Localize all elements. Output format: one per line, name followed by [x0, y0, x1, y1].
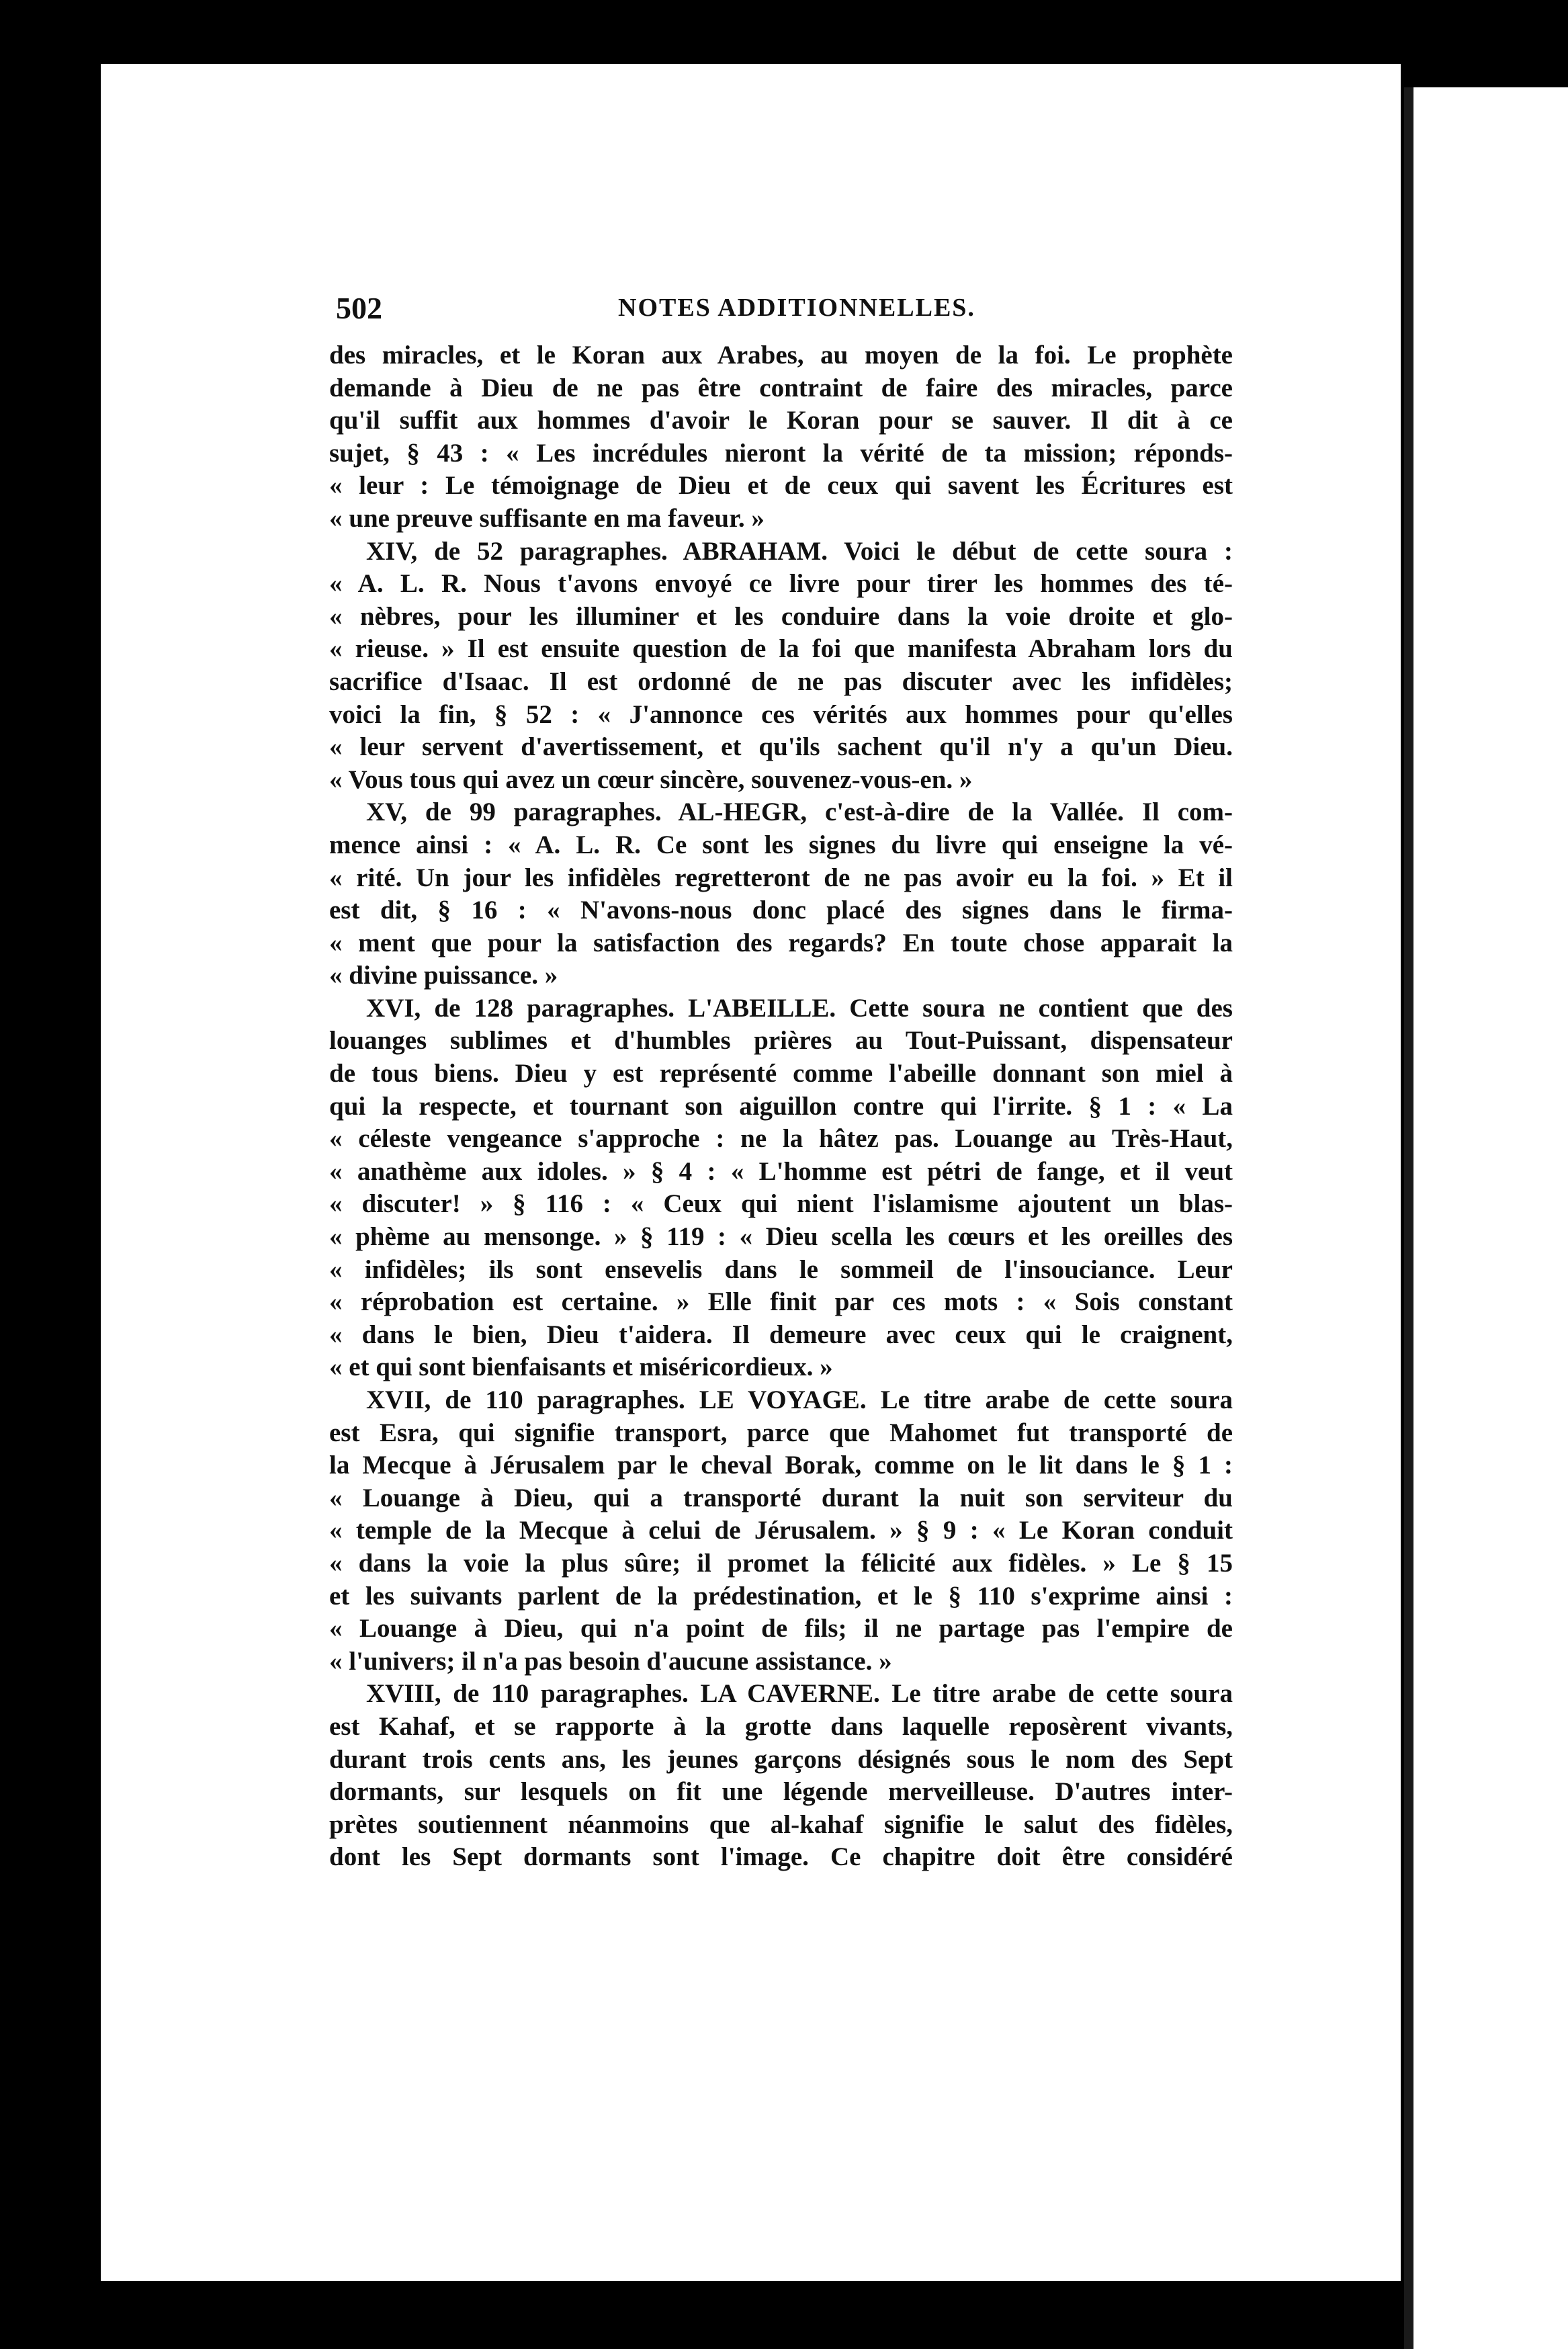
text-line: « rité. Un jour les infidèles regretteront de ne pas avoir eu la foi. » Et il [329, 863, 1233, 892]
text-line: « A. L. R. Nous t'avons envoyé ce livre pour tirer les hommes des té- [329, 569, 1233, 599]
text-line: « temple de la Mecque à celui de Jérusalem. » § 9 : « Le Koran conduit [329, 1516, 1233, 1545]
text-line: « dans la voie la plus sûre; il promet la félicité aux fidèles. » Le § 15 [329, 1548, 1233, 1578]
text-line: « l'univers; il n'a pas besoin d'aucune assistance. » [329, 1646, 892, 1676]
text-line: « leur : Le témoignage de Dieu et de ceux qui savent les Écritures est [329, 471, 1233, 501]
running-head [336, 290, 1233, 331]
text-line: qu'il suffit aux hommes d'avoir le Koran pour se sauver. Il dit à ce [329, 406, 1233, 435]
text-line: « leur servent d'avertissement, et qu'ils sachent qu'il n'y a qu'un Dieu. [329, 732, 1233, 762]
body-text [329, 339, 1233, 1874]
text-line: voici la fin, § 52 : « J'annonce ces vérités aux hommes pour qu'elles [329, 699, 1233, 729]
text-line: est Kahaf, et se rapporte à la grotte dans laquelle reposèrent vivants, [329, 1711, 1233, 1741]
text-line: « infidèles; ils sont ensevelis dans le sommeil de l'insouciance. Leur [329, 1254, 1233, 1284]
text-line: louanges sublimes et d'humbles prières au Tout-Puissant, dispensateur [329, 1026, 1233, 1056]
text-line: « phème au mensonge. » § 119 : « Dieu scella les cœurs et les oreilles des [329, 1222, 1233, 1252]
text-line: « ment que pour la satisfaction des regards? En toute chose apparait la [329, 928, 1233, 957]
text-line: XIV, de 52 paragraphes. ABRAHAM. Voici le début de cette soura : [366, 536, 1233, 566]
text-line: « dans le bien, Dieu t'aidera. Il demeure avec ceux qui le craignent, [329, 1320, 1233, 1349]
page-number: 502 [336, 291, 382, 325]
text-line: de tous biens. Dieu y est représenté comme l'abeille donnant son miel à [329, 1059, 1233, 1088]
text-line: est Esra, qui signifie transport, parce que Mahomet fut transporté de [329, 1418, 1233, 1447]
text-line: « anathème aux idoles. » § 4 : « L'homme est pétri de fange, et il veut [329, 1156, 1233, 1186]
text-line: « réprobation est certaine. » Elle finit par ces mots : « Sois constant [329, 1287, 1233, 1317]
text-line: sujet, § 43 : « Les incrédules nieront la vérité de ta mission; réponds- [329, 438, 1233, 468]
text-line: et les suivants parlent de la prédestination, et le § 110 s'exprime ainsi : [329, 1581, 1233, 1611]
text-line: dont les Sept dormants sont l'image. Ce chapitre doit être considéré [329, 1842, 1233, 1872]
text-line: « une preuve suffisante en ma faveur. » [329, 503, 765, 533]
text-line: XVIII, de 110 paragraphes. LA CAVERNE. Le titre arabe de cette soura [366, 1679, 1233, 1709]
text-line: « nèbres, pour les illuminer et les conduire dans la voie droite et glo- [329, 601, 1233, 631]
text-line: « divine puissance. » [329, 961, 558, 990]
text-line: qui la respecte, et tournant son aiguillon contre qui l'irrite. § 1 : « La [329, 1091, 1233, 1121]
text-line: XVII, de 110 paragraphes. LE VOYAGE. Le titre arabe de cette soura [366, 1385, 1233, 1414]
text-line: mence ainsi : « A. L. R. Ce sont les signes du livre qui enseigne la vé- [329, 830, 1233, 859]
text-line: « Vous tous qui avez un cœur sincère, souvenez-vous-en. » [329, 765, 973, 794]
text-line: demande à Dieu de ne pas être contraint de faire des miracles, parce [329, 373, 1233, 402]
text-line: XVI, de 128 paragraphes. L'ABEILLE. Cette soura ne contient que des [366, 993, 1233, 1023]
text-line: la Mecque à Jérusalem par le cheval Borak, comme on le lit dans le § 1 : [329, 1451, 1233, 1480]
text-line: dormants, sur lesquels on fit une légende merveilleuse. D'autres inter- [329, 1777, 1233, 1807]
text-line: « céleste vengeance s'approche : ne la hâtez pas. Louange au Très-Haut, [329, 1124, 1233, 1154]
text-line: « Louange à Dieu, qui a transporté durant la nuit son serviteur du [329, 1483, 1233, 1512]
page-gutter [1404, 87, 1413, 2349]
text-line: est dit, § 16 : « N'avons-nous donc placé des signes dans le firma- [329, 896, 1233, 925]
running-title: NOTES ADDITIONNELLES. [618, 294, 975, 322]
text-line: « discuter! » § 116 : « Ceux qui nient l'islamisme ajoutent un blas- [329, 1189, 1233, 1219]
facing-page-edge [1413, 87, 1568, 2349]
text-line: XV, de 99 paragraphes. AL-HEGR, c'est-à-dire de la Vallée. Il com- [366, 798, 1233, 827]
text-line: des miracles, et le Koran aux Arabes, au moyen de la foi. Le prophète [329, 341, 1233, 370]
text-line: « rieuse. » Il est ensuite question de la foi que manifesta Abraham lors du [329, 634, 1233, 664]
text-line: prètes soutiennent néanmoins que al-kahaf signifie le salut des fidèles, [329, 1809, 1233, 1839]
text-line: sacrifice d'Isaac. Il est ordonné de ne pas discuter avec les infidèles; [329, 667, 1233, 696]
text-line: « Louange à Dieu, qui n'a point de fils; il ne partage pas l'empire de [329, 1614, 1233, 1643]
text-line: durant trois cents ans, les jeunes garçons désignés sous le nom des Sept [329, 1744, 1233, 1774]
text-line: « et qui sont bienfaisants et miséricordieux. » [329, 1353, 833, 1382]
